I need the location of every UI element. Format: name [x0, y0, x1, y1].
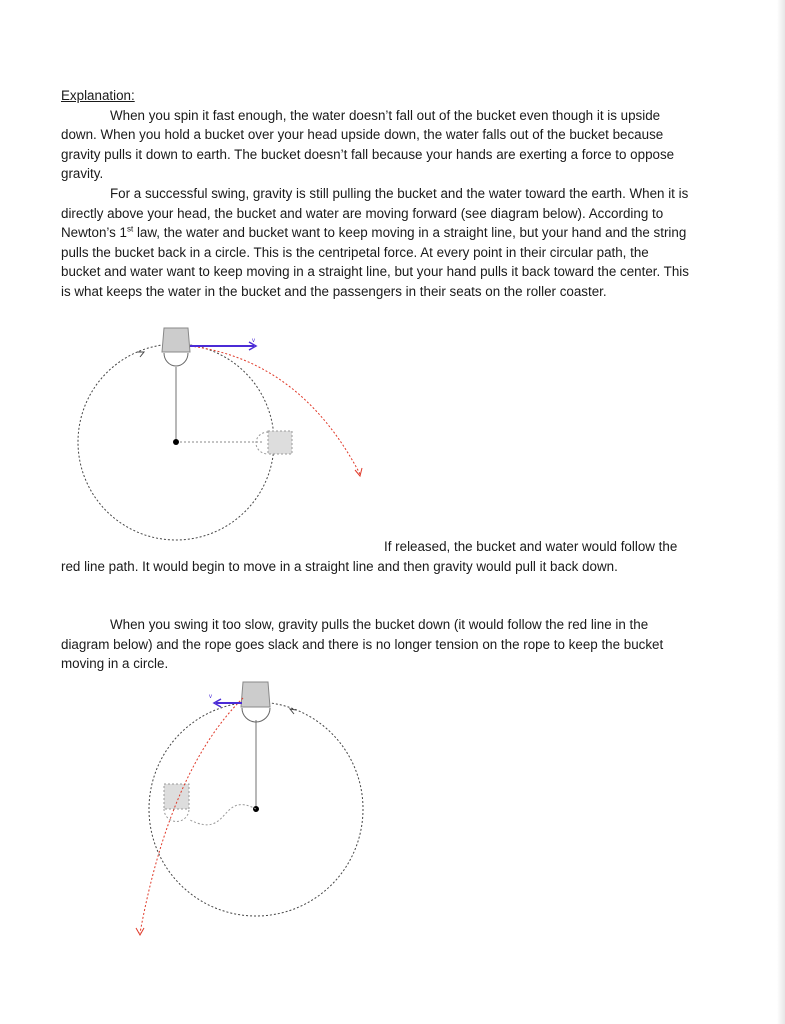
- rotation-arrowhead: [290, 709, 296, 714]
- bucket-top: [241, 682, 270, 707]
- paragraph-released: If released, the bucket and water would follow the red line path. It would begin to move in a straight line and then gravity would pull it back down.: [61, 539, 678, 574]
- ghost-bucket-handle: [164, 809, 189, 822]
- paragraph-spin-fast: When you spin it fast enough, the water doesn’t fall out of the bucket even though it is upside down. When you hold a bucket over your head upside down, the water falls out of the bucket because gravity pulls it down to earth. The bucket doesn’t fall because your hands are exerting a force to oppose gravity.: [61, 107, 675, 182]
- velocity-label: v: [252, 338, 255, 344]
- velocity-label: v: [209, 694, 212, 700]
- explanation-heading: Explanation:: [61, 88, 135, 103]
- paragraph-successful-swing-end: law, the water and bucket want to keep moving in a straight line, but your hand and the string pulls the bucket back in a circle. This is the centripetal force. At every point in their circular path, the bucket and water want to keep moving in a straight line, but your hand pulls it back toward the center. This is what keeps the water in the bucket and the passengers in their seats on the roller coaster.: [61, 225, 689, 299]
- superscript-st: st: [127, 224, 134, 234]
- red-path-curve: [140, 698, 243, 933]
- ghost-bucket: [164, 784, 189, 809]
- bucket-handle: [242, 708, 270, 722]
- paragraph-successful-swing-start: For a successful swing, gravity is still pulling the bucket and the water toward the earth. When it is directly above your head, the bucket and water are moving forward (see diagram below). According to Newton’s 1: [61, 185, 689, 241]
- red-path-arrowhead: [136, 928, 144, 935]
- slack-rope: [190, 805, 256, 825]
- paragraph-swing-slow: When you swing it too slow, gravity pulls the bucket down (it would follow the red line in the diagram below) and the rope goes slack and there is no longer tension on the rope to keep the bucket moving in a circle.: [61, 617, 664, 672]
